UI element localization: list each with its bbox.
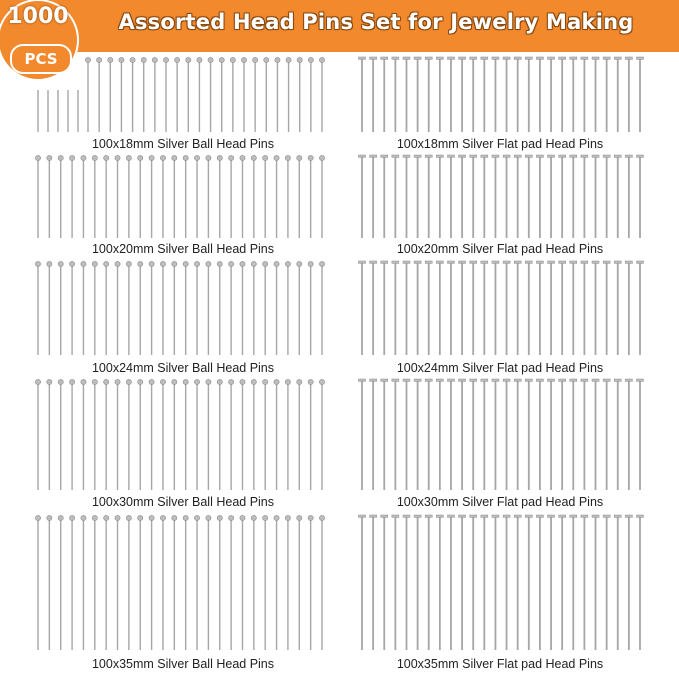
flat-caption-5: 100x35mm Silver Flat pad Head Pins — [396, 657, 604, 671]
ball-pin-row-1 — [38, 57, 325, 132]
flat-pin-row-3 — [359, 261, 644, 355]
flat-caption-1: 100x18mm Silver Flat pad Head Pins — [396, 137, 604, 151]
flat-caption-3: 100x24mm Silver Flat pad Head Pins — [396, 361, 604, 375]
flat-pin-row-2 — [359, 155, 644, 238]
ball-caption-4: 100x30mm Silver Ball Head Pins — [91, 495, 275, 509]
badge-count: 1000 — [7, 4, 69, 29]
flat-pin-row-4 — [359, 379, 644, 490]
flat-pin-row-5 — [359, 515, 644, 650]
ball-caption-1: 100x18mm Silver Ball Head Pins — [91, 137, 275, 151]
ball-pin-row-2 — [35, 155, 324, 238]
flat-pin-row-1 — [359, 57, 644, 132]
ball-caption-3: 100x24mm Silver Ball Head Pins — [91, 361, 275, 375]
flat-caption-2: 100x20mm Silver Flat pad Head Pins — [396, 242, 604, 256]
product-title: Assorted Head Pins Set for Jewelry Making — [118, 10, 634, 34]
ball-pin-row-5 — [35, 515, 324, 650]
badge-unit: PCS — [10, 44, 72, 74]
ball-caption-2: 100x20mm Silver Ball Head Pins — [91, 242, 275, 256]
flat-caption-4: 100x30mm Silver Flat pad Head Pins — [396, 495, 604, 509]
ball-caption-5: 100x35mm Silver Ball Head Pins — [91, 657, 275, 671]
ball-pin-row-4 — [35, 379, 324, 490]
ball-pin-row-3 — [35, 261, 324, 355]
